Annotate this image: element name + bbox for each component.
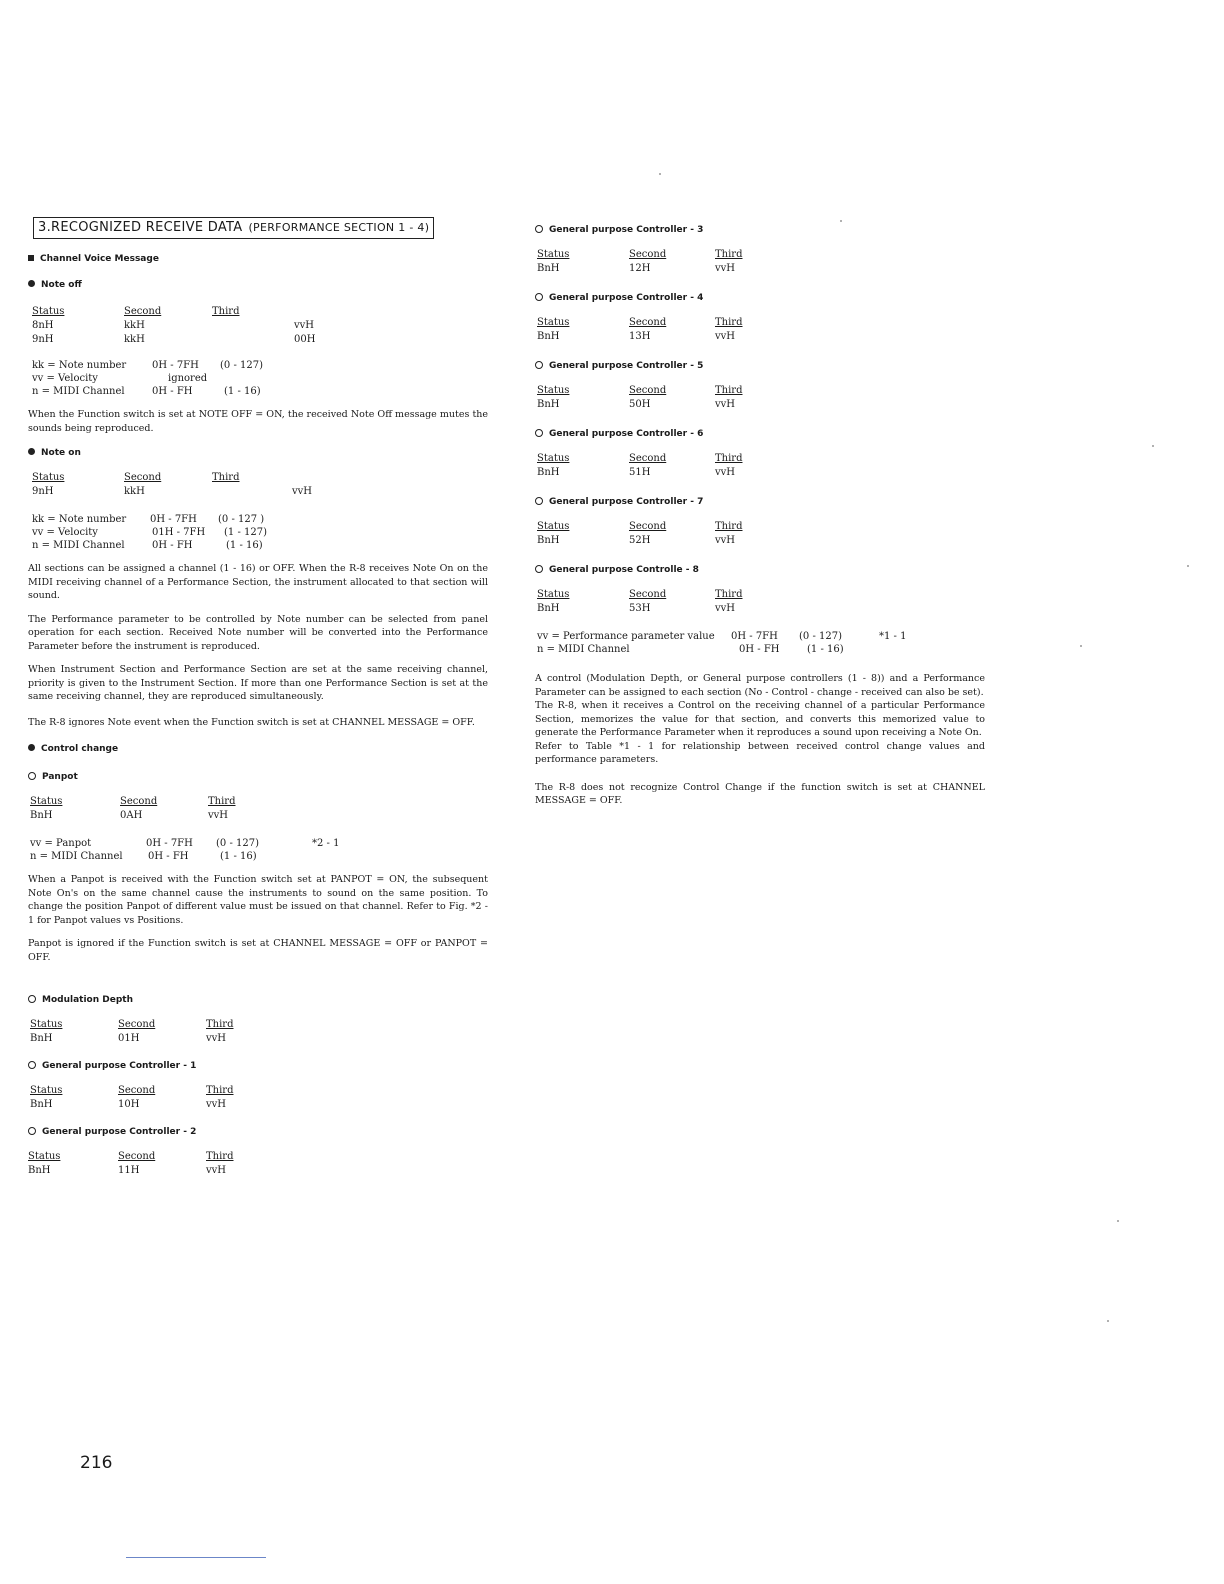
table-cell: 52H xyxy=(629,535,651,546)
note-on-paragraph-1: All sections can be assigned a channel (1 - 16) or OFF. When the R-8 receives Note On on the MIDI receiving channel of a Performance Section, the instrument allocated to that section will sound. xyxy=(28,563,488,601)
scan-speck xyxy=(1152,445,1154,447)
section-title xyxy=(33,217,434,239)
panpot-heading-text: Panpot xyxy=(42,772,78,782)
control-change-heading-text: Control change xyxy=(41,744,119,754)
def-decimal: (1 - 16) xyxy=(807,644,844,655)
page-number: 216 xyxy=(80,1453,113,1473)
col-header-second: Second xyxy=(629,317,667,328)
open-circle-icon xyxy=(535,565,543,573)
modulation-depth-heading xyxy=(28,994,488,1006)
table-cell: 13H xyxy=(629,331,651,342)
table-cell: vvH xyxy=(206,1033,227,1044)
col-header-third: Third xyxy=(206,1019,234,1030)
table-cell: vvH xyxy=(294,320,315,331)
gp-controller-4-heading xyxy=(535,292,985,304)
col-header-third: Third xyxy=(715,521,743,532)
table-cell: vvH xyxy=(715,331,736,342)
col-header-status: Status xyxy=(537,385,570,396)
note-on-paragraph-2: The Performance parameter to be controlled by Note number can be selected from panel operation for each section. Received Note number will be converted into the Performance Parameter before the instrument is reproduced. xyxy=(28,613,488,652)
col-header-status: Status xyxy=(30,796,63,807)
table-cell: vvH xyxy=(715,399,736,410)
performance-definitions xyxy=(535,630,985,656)
col-header-status: Status xyxy=(537,317,570,328)
channel-voice-heading-text: Channel Voice Message xyxy=(40,254,159,264)
col-header-second: Second xyxy=(629,249,667,260)
controller-heading-text: General purpose Controller - 3 xyxy=(549,225,704,235)
def-range: 0H - FH xyxy=(152,540,193,551)
def-decimal: (1 - 16) xyxy=(220,851,257,862)
controller-heading-text: General purpose Controller - 6 xyxy=(549,429,704,439)
gp-controller-5-table xyxy=(535,384,985,414)
def-decimal: (1 - 127) xyxy=(224,527,267,538)
col-header-third: Third xyxy=(715,385,743,396)
table-cell: BnH xyxy=(30,810,53,821)
control-paragraph-4: The R-8 does not recognize Control Change if the function switch is set at CHANNEL MESSAGE = OFF. xyxy=(535,781,985,806)
open-circle-icon xyxy=(28,995,36,1003)
table-cell: BnH xyxy=(30,1033,53,1044)
square-bullet-icon xyxy=(28,255,34,261)
table-cell: vvH xyxy=(715,603,736,614)
col-header-second: Second xyxy=(629,589,667,600)
table-cell: 50H xyxy=(629,399,651,410)
def-range: 01H - 7FH xyxy=(152,527,206,538)
col-header-second: Second xyxy=(124,472,162,483)
col-header-status: Status xyxy=(32,472,65,483)
col-header-third: Third xyxy=(206,1085,234,1096)
def-decimal: (0 - 127 ) xyxy=(218,514,265,525)
gp-controller-3-table xyxy=(535,248,985,278)
table-cell: 0AH xyxy=(120,810,143,821)
control-change-heading xyxy=(28,743,488,755)
col-header-third: Third xyxy=(715,249,743,260)
table-cell: vvH xyxy=(715,467,736,478)
col-header-status: Status xyxy=(537,589,570,600)
table-cell: 10H xyxy=(118,1099,140,1110)
gp-controller-5-heading xyxy=(535,360,985,372)
table-cell: BnH xyxy=(537,603,560,614)
table-cell: 01H xyxy=(118,1033,140,1044)
def-label: vv = Velocity xyxy=(32,527,98,538)
panpot-heading xyxy=(28,771,488,783)
def-reference: *2 - 1 xyxy=(312,838,340,849)
gp-controller-6-table xyxy=(535,452,985,482)
open-circle-icon xyxy=(535,225,543,233)
table-cell: BnH xyxy=(537,535,560,546)
channel-voice-heading xyxy=(28,253,488,265)
open-circle-icon xyxy=(535,293,543,301)
controller-heading-text: General purpose Controller - 4 xyxy=(549,293,704,303)
note-on-definitions xyxy=(28,513,488,552)
open-circle-icon xyxy=(28,1127,36,1135)
open-circle-icon xyxy=(535,497,543,505)
table-cell: 9nH xyxy=(32,334,54,345)
controller-heading-text: General purpose Controller - 1 xyxy=(42,1061,197,1071)
col-header-second: Second xyxy=(120,796,158,807)
gp-controller-1-heading xyxy=(28,1060,488,1072)
def-decimal: (0 - 127) xyxy=(799,631,842,642)
def-range: 0H - 7FH xyxy=(150,514,197,525)
def-label: kk = Note number xyxy=(32,514,127,525)
col-header-second: Second xyxy=(118,1151,156,1162)
col-header-third: Third xyxy=(212,306,240,317)
table-cell: BnH xyxy=(537,467,560,478)
def-range: 0H - 7FH xyxy=(731,631,778,642)
col-header-third: Third xyxy=(715,589,743,600)
def-range: ignored xyxy=(168,373,208,384)
col-header-status: Status xyxy=(537,521,570,532)
open-circle-icon xyxy=(28,1061,36,1069)
filled-circle-icon xyxy=(28,448,35,455)
def-label: vv = Panpot xyxy=(30,838,92,849)
def-decimal: (1 - 16) xyxy=(224,386,261,397)
col-header-second: Second xyxy=(629,521,667,532)
controller-heading-text: General purpose Controller - 5 xyxy=(549,361,704,371)
table-cell: BnH xyxy=(537,331,560,342)
table-cell: vvH xyxy=(715,263,736,274)
def-label: vv = Velocity xyxy=(32,373,98,384)
note-on-paragraph-4: The R-8 ignores Note event when the Function switch is set at CHANNEL MESSAGE = OFF. xyxy=(28,716,475,728)
scan-speck xyxy=(659,173,661,175)
table-cell: 51H xyxy=(629,467,651,478)
col-header-second: Second xyxy=(124,306,162,317)
def-range: 0H - FH xyxy=(148,851,189,862)
right-column xyxy=(535,224,985,808)
col-header-third: Third xyxy=(206,1151,234,1162)
open-circle-icon xyxy=(28,772,36,780)
def-range: 0H - 7FH xyxy=(152,360,199,371)
table-cell: 53H xyxy=(629,603,651,614)
def-range: 0H - 7FH xyxy=(146,838,193,849)
control-paragraph-1: A control (Modulation Depth, or General purpose controllers (1 - 8)) and a Performance Parameter can be assigned to each section (No - Control - change - received can also be set). xyxy=(535,673,985,698)
panpot-paragraph-2: Panpot is ignored if the Function switch is set at CHANNEL MESSAGE = OFF or PANPOT = OFF. xyxy=(28,938,488,963)
col-header-status: Status xyxy=(32,306,65,317)
section-title-text: 3.RECOGNIZED RECEIVE DATA xyxy=(38,220,243,235)
table-cell: vvH xyxy=(206,1099,227,1110)
note-off-definitions xyxy=(28,359,488,398)
open-circle-icon xyxy=(535,361,543,369)
col-header-status: Status xyxy=(30,1085,63,1096)
table-cell: 11H xyxy=(118,1165,140,1176)
table-cell: BnH xyxy=(537,399,560,410)
gp-controller-2-table xyxy=(28,1150,488,1180)
controller-heading-text: General purpose Controller - 7 xyxy=(549,497,704,507)
gp-controller-7-heading xyxy=(535,496,985,508)
def-range: 0H - FH xyxy=(152,386,193,397)
control-paragraph-3: Refer to Table *1 - 1 for relationship between received control change values and performance parameters. xyxy=(535,740,985,765)
table-cell: vvH xyxy=(715,535,736,546)
note-off-paragraph: When the Function switch is set at NOTE OFF = ON, the received Note Off message mutes the sounds being reproduced. xyxy=(28,409,488,434)
col-header-status: Status xyxy=(537,249,570,260)
table-cell: 12H xyxy=(629,263,651,274)
col-header-second: Second xyxy=(629,385,667,396)
def-decimal: (1 - 16) xyxy=(226,540,263,551)
control-paragraph-2: The R-8, when it receives a Control on the receiving channel of a particular Performance Section, memorizes the value for that section, and converts this memorized value to generate the Performance Parameter when it reproduces a sound upon receiving a Note On. xyxy=(535,700,985,738)
panpot-paragraph-1: When a Panpot is received with the Function switch set at PANPOT = ON, the subsequent Note On's on the same channel cause the instruments to sound on the same position. To change the position Panpot of different value must be issued on that channel. Refer to Fig. *2 - 1 for Panpot values vs Positions. xyxy=(28,874,488,926)
open-circle-icon xyxy=(535,429,543,437)
table-cell: kkH xyxy=(124,320,145,331)
col-header-third: Third xyxy=(208,796,236,807)
table-cell: BnH xyxy=(537,263,560,274)
panpot-table xyxy=(28,795,488,825)
table-cell: BnH xyxy=(28,1165,51,1176)
table-cell: vvH xyxy=(206,1165,227,1176)
def-label: n = MIDI Channel xyxy=(537,644,630,655)
note-off-heading xyxy=(28,279,488,291)
table-cell: vvH xyxy=(208,810,229,821)
col-header-third: Third xyxy=(715,453,743,464)
table-cell: BnH xyxy=(30,1099,53,1110)
col-header-third: Third xyxy=(212,472,240,483)
filled-circle-icon xyxy=(28,744,35,751)
gp-controller-6-heading xyxy=(535,428,985,440)
scan-speck xyxy=(1107,1320,1109,1322)
gp-controller-8-heading xyxy=(535,564,985,576)
note-on-heading-text: Note on xyxy=(41,448,81,458)
scan-speck xyxy=(1187,565,1189,567)
controller-heading-text: General purpose Controlle - 8 xyxy=(549,565,699,575)
def-reference: *1 - 1 xyxy=(879,631,907,642)
col-header-status: Status xyxy=(537,453,570,464)
note-on-paragraph-3: When Instrument Section and Performance Section are set at the same receiving channel, priority is given to the Instrument Section. If more than one Performance Section is set at the same receiving channel, they are reproduced simultaneously. xyxy=(28,664,488,702)
def-label: n = MIDI Channel xyxy=(32,540,125,551)
controller-heading-text: Modulation Depth xyxy=(42,995,133,1005)
modulation-depth-table xyxy=(28,1018,488,1048)
table-cell: kkH xyxy=(124,334,145,345)
left-column xyxy=(28,217,488,1180)
def-label: kk = Note number xyxy=(32,360,127,371)
def-range: 0H - FH xyxy=(739,644,780,655)
bottom-rule xyxy=(126,1557,266,1558)
table-cell: 00H xyxy=(294,334,316,345)
col-header-third: Third xyxy=(715,317,743,328)
panpot-definitions xyxy=(28,837,488,863)
note-off-heading-text: Note off xyxy=(41,280,82,290)
def-label: vv = Performance parameter value xyxy=(537,631,715,642)
gp-controller-2-heading xyxy=(28,1126,488,1138)
gp-controller-8-table xyxy=(535,588,985,618)
section-subtitle: (PERFORMANCE SECTION 1 - 4) xyxy=(248,221,430,234)
gp-controller-1-table xyxy=(28,1084,488,1114)
scan-speck xyxy=(1080,645,1082,647)
note-on-table xyxy=(28,471,488,501)
scan-speck xyxy=(1117,1220,1119,1222)
col-header-status: Status xyxy=(28,1151,61,1162)
table-cell: 9nH xyxy=(32,486,54,497)
table-cell: vvH xyxy=(292,486,313,497)
col-header-second: Second xyxy=(629,453,667,464)
col-header-second: Second xyxy=(118,1085,156,1096)
table-cell: 8nH xyxy=(32,320,54,331)
col-header-second: Second xyxy=(118,1019,156,1030)
filled-circle-icon xyxy=(28,280,35,287)
gp-controller-7-table xyxy=(535,520,985,550)
table-cell: kkH xyxy=(124,486,145,497)
scan-speck xyxy=(840,220,842,222)
col-header-status: Status xyxy=(30,1019,63,1030)
def-label: n = MIDI Channel xyxy=(32,386,125,397)
def-label: n = MIDI Channel xyxy=(30,851,123,862)
def-decimal: (0 - 127) xyxy=(216,838,259,849)
gp-controller-3-heading xyxy=(535,224,985,236)
note-on-heading xyxy=(28,447,488,459)
gp-controller-4-table xyxy=(535,316,985,346)
def-decimal: (0 - 127) xyxy=(220,360,263,371)
note-off-table xyxy=(28,305,488,347)
controller-heading-text: General purpose Controller - 2 xyxy=(42,1127,197,1137)
